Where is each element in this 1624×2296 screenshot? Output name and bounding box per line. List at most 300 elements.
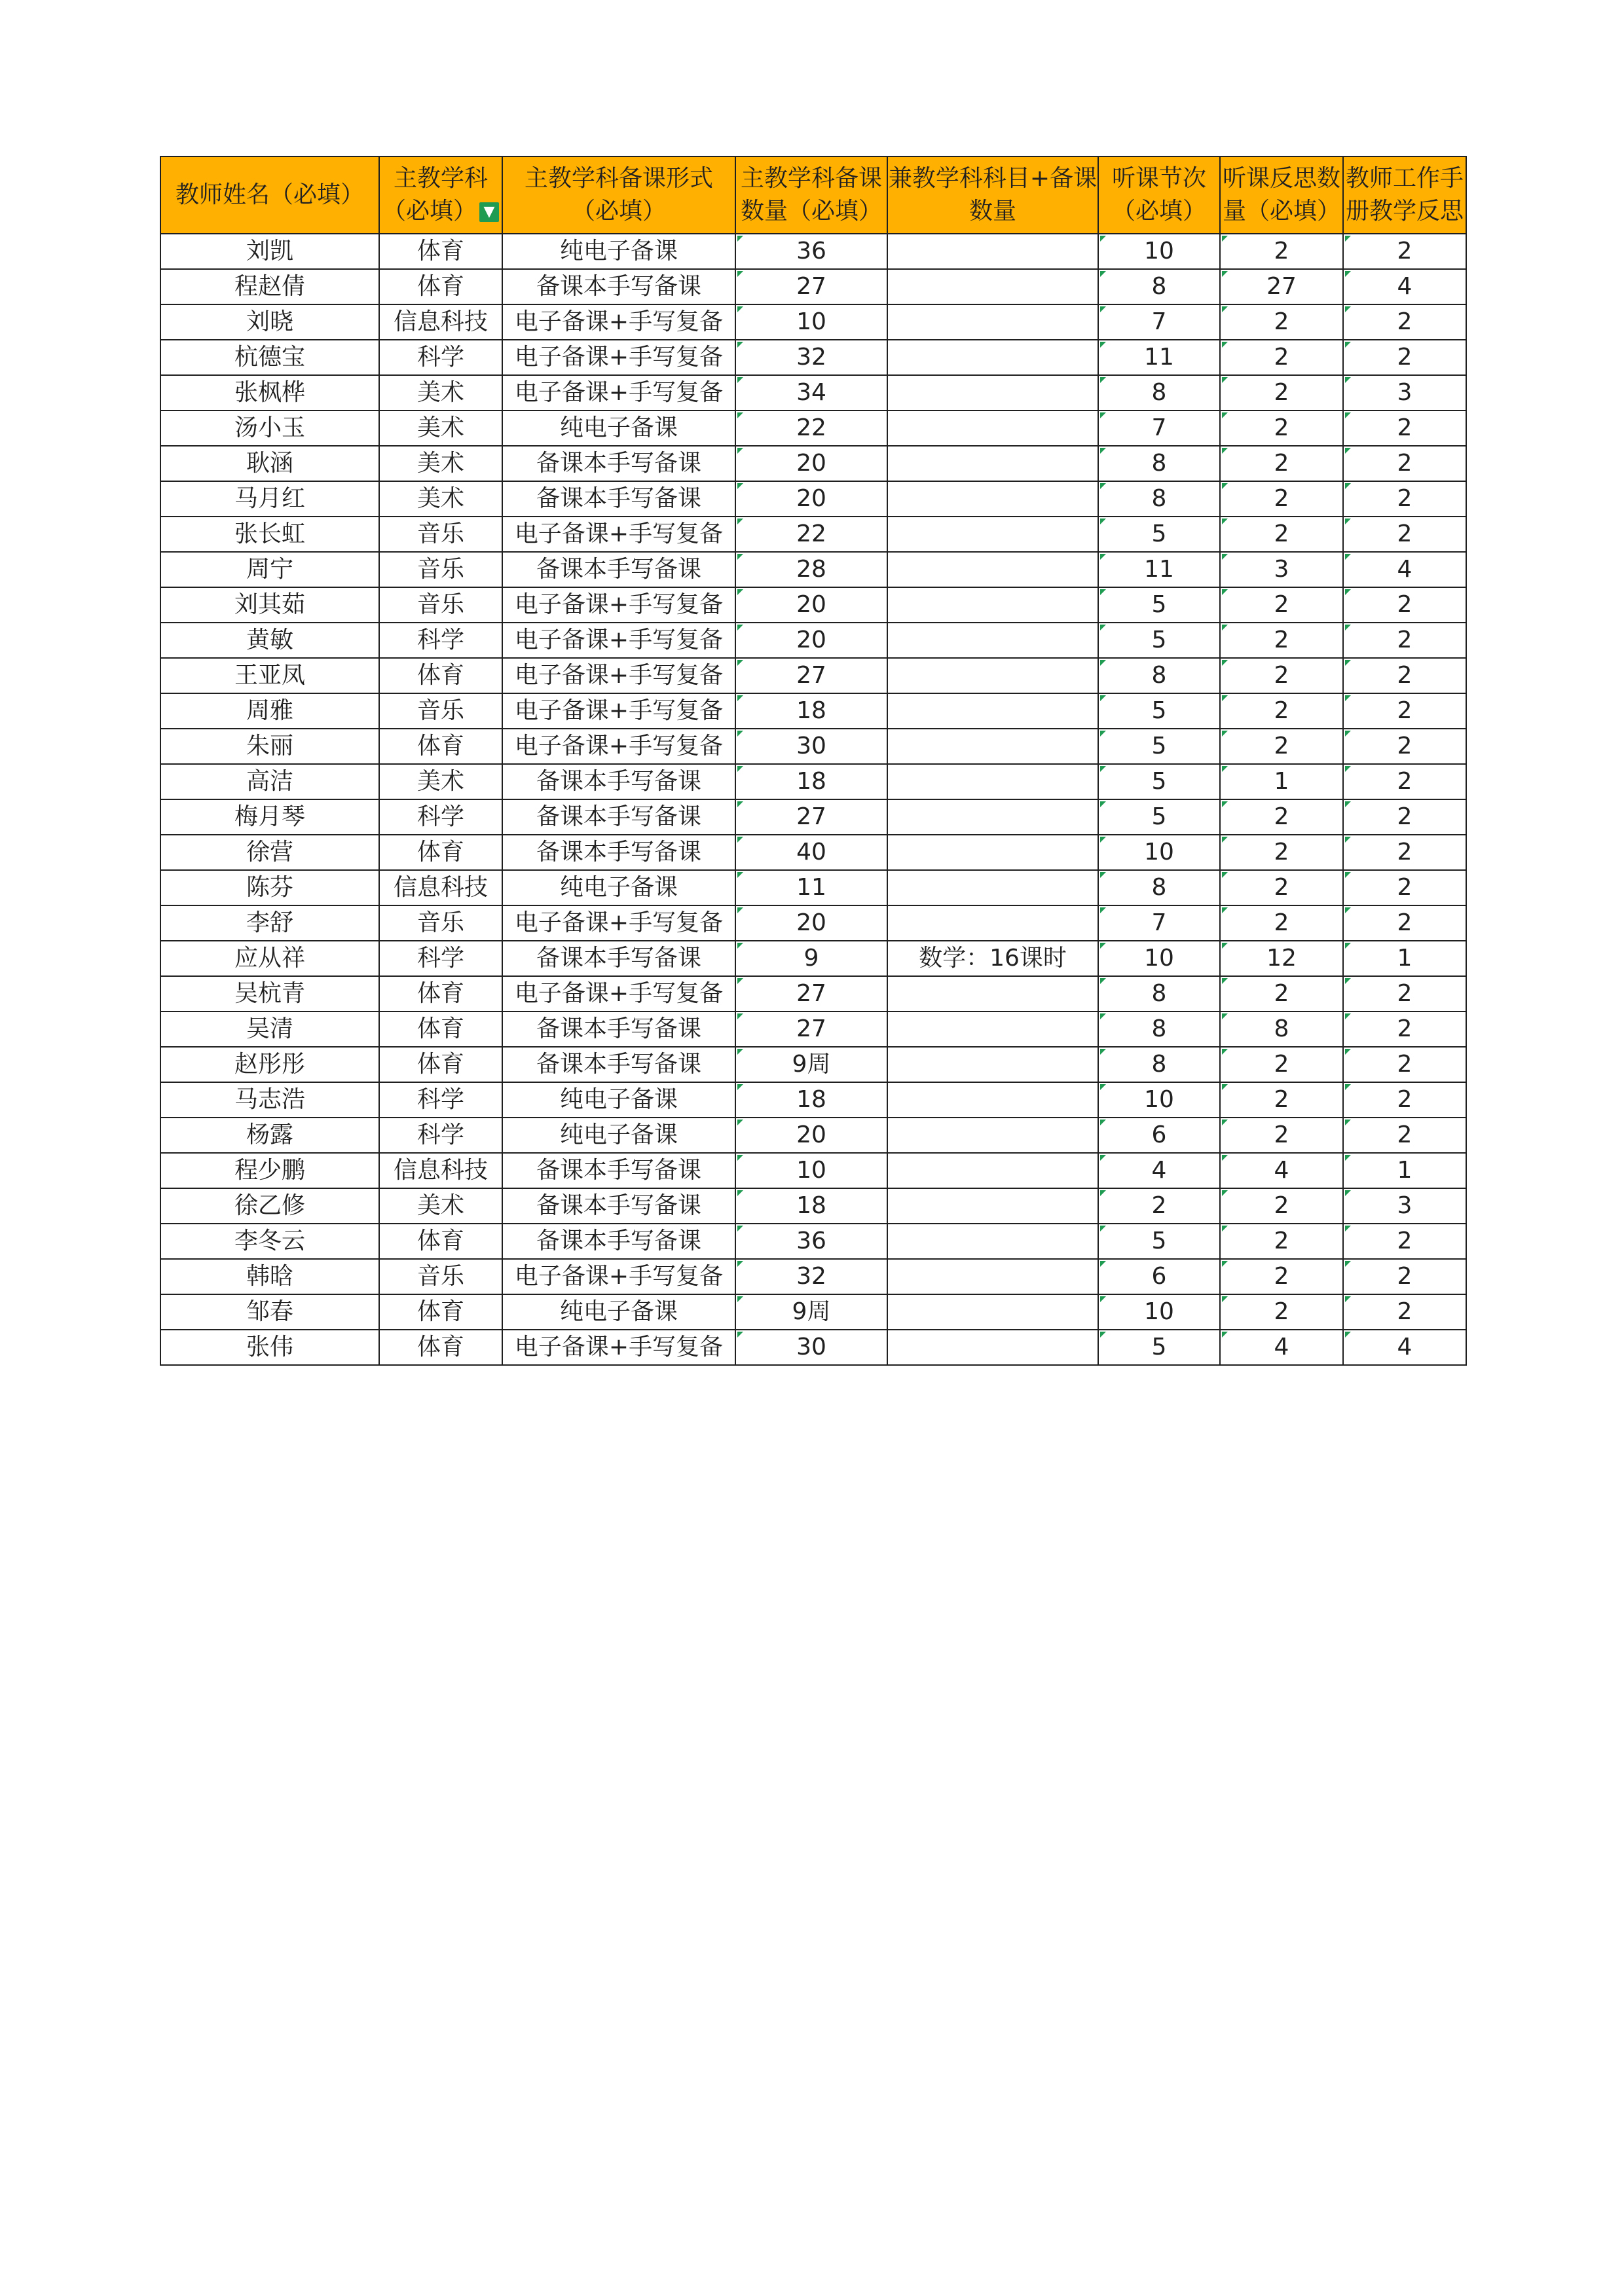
observed-lessons-cell[interactable]: 10 bbox=[1098, 1294, 1220, 1330]
table-row bbox=[160, 1330, 1466, 1365]
main-subject-cell[interactable]: 体育 bbox=[379, 1011, 502, 1047]
prep-count-cell[interactable]: 20 bbox=[735, 905, 887, 941]
observed-lessons-cell[interactable]: 7 bbox=[1098, 410, 1220, 446]
observation-reflections-cell[interactable]: 2 bbox=[1220, 375, 1343, 410]
handbook-reflections-cell[interactable]: 2 bbox=[1343, 1224, 1466, 1259]
observation-reflections-cell[interactable]: 1 bbox=[1220, 764, 1343, 799]
handbook-reflections-cell[interactable]: 2 bbox=[1343, 799, 1466, 835]
prep-form-cell[interactable]: 备课本手写备课 bbox=[502, 552, 735, 587]
handbook-reflections-cell[interactable]: 3 bbox=[1343, 375, 1466, 410]
handbook-reflections-cell[interactable]: 2 bbox=[1343, 658, 1466, 693]
main-subject-cell[interactable]: 科学 bbox=[379, 799, 502, 835]
prep-form-cell[interactable]: 电子备课+手写复备 bbox=[502, 693, 735, 729]
header-observation-reflections-line2: 量（必填） bbox=[1222, 198, 1340, 225]
prep-count-cell[interactable]: 9 bbox=[735, 941, 887, 976]
table-body bbox=[160, 234, 1466, 1365]
main-subject-cell[interactable]: 信息科技 bbox=[379, 870, 502, 905]
handbook-reflections-cell[interactable]: 2 bbox=[1343, 870, 1466, 905]
prep-form-cell[interactable]: 备课本手写备课 bbox=[502, 446, 735, 481]
prep-count-cell[interactable]: 11 bbox=[735, 870, 887, 905]
prep-count-cell[interactable]: 30 bbox=[735, 1330, 887, 1365]
main-subject-cell[interactable]: 音乐 bbox=[379, 905, 502, 941]
observation-reflections-cell[interactable]: 2 bbox=[1220, 729, 1343, 764]
prep-count-cell[interactable]: 27 bbox=[735, 799, 887, 835]
table-row bbox=[160, 764, 1466, 799]
handbook-reflections-cell[interactable]: 2 bbox=[1343, 410, 1466, 446]
observation-reflections-cell[interactable]: 2 bbox=[1220, 1118, 1343, 1153]
prep-count-cell[interactable]: 20 bbox=[735, 587, 887, 623]
secondary-subject-cell[interactable] bbox=[887, 764, 1098, 799]
table-row bbox=[160, 1082, 1466, 1118]
header-observed-lessons-line1: 听课节次 bbox=[1111, 165, 1206, 192]
teacher-name-cell[interactable]: 陈芬 bbox=[160, 870, 379, 905]
table-row bbox=[160, 623, 1466, 658]
prep-count-cell[interactable]: 22 bbox=[735, 517, 887, 552]
observed-lessons-cell[interactable]: 8 bbox=[1098, 870, 1220, 905]
prep-form-cell[interactable]: 备课本手写备课 bbox=[502, 764, 735, 799]
observed-lessons-cell[interactable]: 5 bbox=[1098, 693, 1220, 729]
observation-reflections-cell[interactable]: 2 bbox=[1220, 304, 1343, 340]
handbook-reflections-cell[interactable]: 2 bbox=[1343, 729, 1466, 764]
prep-count-cell[interactable]: 34 bbox=[735, 375, 887, 410]
secondary-subject-cell[interactable] bbox=[887, 410, 1098, 446]
header-main-subject bbox=[379, 156, 502, 234]
handbook-reflections-cell[interactable]: 2 bbox=[1343, 835, 1466, 870]
prep-form-cell[interactable]: 纯电子备课 bbox=[502, 234, 735, 269]
prep-form-cell[interactable]: 电子备课+手写复备 bbox=[502, 587, 735, 623]
observation-reflections-cell[interactable]: 2 bbox=[1220, 693, 1343, 729]
teacher-name-cell[interactable]: 王亚凤 bbox=[160, 658, 379, 693]
observation-reflections-cell[interactable]: 2 bbox=[1220, 976, 1343, 1011]
observed-lessons-cell[interactable]: 5 bbox=[1098, 587, 1220, 623]
prep-count-cell[interactable]: 30 bbox=[735, 729, 887, 764]
observation-reflections-cell[interactable]: 2 bbox=[1220, 623, 1343, 658]
observed-lessons-cell[interactable]: 8 bbox=[1098, 1011, 1220, 1047]
secondary-subject-cell[interactable] bbox=[887, 1330, 1098, 1365]
secondary-subject-cell[interactable] bbox=[887, 304, 1098, 340]
observed-lessons-cell[interactable]: 7 bbox=[1098, 304, 1220, 340]
header-main-subject-line2: （必填） bbox=[382, 198, 477, 225]
prep-count-cell[interactable]: 20 bbox=[735, 446, 887, 481]
header-main-subject-line1: 主教学科 bbox=[393, 165, 488, 192]
observed-lessons-cell[interactable]: 5 bbox=[1098, 1330, 1220, 1365]
prep-form-cell[interactable]: 电子备课+手写复备 bbox=[502, 517, 735, 552]
prep-count-cell[interactable]: 27 bbox=[735, 1011, 887, 1047]
header-main-subject-line2-wrap bbox=[380, 195, 502, 228]
teacher-name-cell[interactable]: 周宁 bbox=[160, 552, 379, 587]
prep-count-cell[interactable]: 40 bbox=[735, 835, 887, 870]
observed-lessons-cell[interactable]: 5 bbox=[1098, 1224, 1220, 1259]
secondary-subject-cell[interactable] bbox=[887, 234, 1098, 269]
table-row bbox=[160, 1294, 1466, 1330]
observation-reflections-cell[interactable]: 2 bbox=[1220, 587, 1343, 623]
teacher-name-cell[interactable]: 赵彤彤 bbox=[160, 1047, 379, 1082]
teacher-name-cell[interactable]: 张伟 bbox=[160, 1330, 379, 1365]
main-subject-cell[interactable]: 信息科技 bbox=[379, 304, 502, 340]
prep-count-cell[interactable]: 36 bbox=[735, 234, 887, 269]
secondary-subject-cell[interactable] bbox=[887, 799, 1098, 835]
prep-count-cell[interactable]: 27 bbox=[735, 269, 887, 304]
main-subject-cell[interactable]: 体育 bbox=[379, 269, 502, 304]
handbook-reflections-cell[interactable]: 2 bbox=[1343, 623, 1466, 658]
secondary-subject-cell[interactable] bbox=[887, 1047, 1098, 1082]
teacher-name-cell[interactable]: 李冬云 bbox=[160, 1224, 379, 1259]
table-row bbox=[160, 870, 1466, 905]
teacher-name-cell[interactable]: 邹春 bbox=[160, 1294, 379, 1330]
main-subject-cell[interactable]: 美术 bbox=[379, 481, 502, 517]
teacher-name-cell[interactable]: 程少鹏 bbox=[160, 1153, 379, 1188]
table-row bbox=[160, 269, 1466, 304]
prep-count-cell[interactable]: 18 bbox=[735, 1082, 887, 1118]
table-row bbox=[160, 1153, 1466, 1188]
observed-lessons-cell[interactable]: 5 bbox=[1098, 764, 1220, 799]
handbook-reflections-cell[interactable]: 2 bbox=[1343, 764, 1466, 799]
observation-reflections-cell[interactable]: 2 bbox=[1220, 1224, 1343, 1259]
handbook-reflections-cell[interactable]: 2 bbox=[1343, 905, 1466, 941]
prep-count-cell[interactable]: 18 bbox=[735, 1188, 887, 1224]
observation-reflections-cell[interactable]: 2 bbox=[1220, 340, 1343, 375]
prep-form-cell[interactable]: 电子备课+手写复备 bbox=[502, 1259, 735, 1294]
teacher-name-cell[interactable]: 李舒 bbox=[160, 905, 379, 941]
prep-form-cell[interactable]: 备课本手写备课 bbox=[502, 799, 735, 835]
table-row bbox=[160, 304, 1466, 340]
handbook-reflections-cell[interactable]: 2 bbox=[1343, 517, 1466, 552]
main-subject-cell[interactable]: 科学 bbox=[379, 340, 502, 375]
header-handbook-reflections-line1: 教师工作手 bbox=[1345, 165, 1464, 192]
prep-count-cell[interactable]: 28 bbox=[735, 552, 887, 587]
prep-form-cell[interactable]: 电子备课+手写复备 bbox=[502, 304, 735, 340]
prep-count-cell[interactable]: 27 bbox=[735, 658, 887, 693]
observed-lessons-cell[interactable]: 11 bbox=[1098, 552, 1220, 587]
observed-lessons-cell[interactable]: 11 bbox=[1098, 340, 1220, 375]
handbook-reflections-cell[interactable]: 2 bbox=[1343, 446, 1466, 481]
main-subject-cell[interactable]: 音乐 bbox=[379, 693, 502, 729]
secondary-subject-cell[interactable] bbox=[887, 1294, 1098, 1330]
observation-reflections-cell[interactable]: 8 bbox=[1220, 1011, 1343, 1047]
observation-reflections-cell[interactable]: 2 bbox=[1220, 1294, 1343, 1330]
table-row bbox=[160, 552, 1466, 587]
main-subject-cell[interactable]: 体育 bbox=[379, 976, 502, 1011]
secondary-subject-cell[interactable] bbox=[887, 1153, 1098, 1188]
secondary-subject-cell[interactable] bbox=[887, 481, 1098, 517]
prep-form-cell[interactable]: 电子备课+手写复备 bbox=[502, 340, 735, 375]
secondary-subject-cell[interactable] bbox=[887, 623, 1098, 658]
prep-count-cell[interactable]: 18 bbox=[735, 693, 887, 729]
main-subject-cell[interactable]: 体育 bbox=[379, 835, 502, 870]
teacher-name-cell[interactable]: 周雅 bbox=[160, 693, 379, 729]
teacher-name-cell[interactable]: 马志浩 bbox=[160, 1082, 379, 1118]
prep-form-cell[interactable]: 电子备课+手写复备 bbox=[502, 658, 735, 693]
main-subject-cell[interactable]: 信息科技 bbox=[379, 1153, 502, 1188]
teacher-name-cell[interactable]: 马月红 bbox=[160, 481, 379, 517]
teacher-name-cell[interactable]: 张枫桦 bbox=[160, 375, 379, 410]
prep-form-cell[interactable]: 电子备课+手写复备 bbox=[502, 729, 735, 764]
teacher-name-cell[interactable]: 黄敏 bbox=[160, 623, 379, 658]
main-subject-cell[interactable]: 音乐 bbox=[379, 517, 502, 552]
prep-form-cell[interactable]: 电子备课+手写复备 bbox=[502, 623, 735, 658]
main-subject-cell[interactable]: 音乐 bbox=[379, 552, 502, 587]
table-row bbox=[160, 375, 1466, 410]
secondary-subject-cell[interactable] bbox=[887, 835, 1098, 870]
table-row bbox=[160, 234, 1466, 269]
handbook-reflections-cell[interactable]: 2 bbox=[1343, 587, 1466, 623]
prep-count-cell[interactable]: 10 bbox=[735, 304, 887, 340]
prep-count-cell[interactable]: 36 bbox=[735, 1224, 887, 1259]
header-prep-count bbox=[735, 156, 887, 234]
observed-lessons-cell[interactable]: 8 bbox=[1098, 269, 1220, 304]
main-subject-cell[interactable]: 科学 bbox=[379, 1082, 502, 1118]
observation-reflections-cell[interactable]: 4 bbox=[1220, 1330, 1343, 1365]
teacher-name-cell[interactable]: 杨露 bbox=[160, 1118, 379, 1153]
secondary-subject-cell[interactable] bbox=[887, 1011, 1098, 1047]
observation-reflections-cell[interactable]: 2 bbox=[1220, 446, 1343, 481]
observation-reflections-cell[interactable]: 2 bbox=[1220, 481, 1343, 517]
secondary-subject-cell[interactable] bbox=[887, 1259, 1098, 1294]
observation-reflections-cell[interactable]: 2 bbox=[1220, 1259, 1343, 1294]
observed-lessons-cell[interactable]: 8 bbox=[1098, 658, 1220, 693]
handbook-reflections-cell[interactable]: 2 bbox=[1343, 340, 1466, 375]
teacher-name-cell[interactable]: 程赵倩 bbox=[160, 269, 379, 304]
teacher-name-cell[interactable]: 刘其茹 bbox=[160, 587, 379, 623]
prep-count-cell[interactable]: 20 bbox=[735, 623, 887, 658]
handbook-reflections-cell[interactable]: 2 bbox=[1343, 304, 1466, 340]
observation-reflections-cell[interactable]: 2 bbox=[1220, 870, 1343, 905]
prep-form-cell[interactable]: 电子备课+手写复备 bbox=[502, 1330, 735, 1365]
header-row bbox=[160, 156, 1466, 234]
observed-lessons-cell[interactable]: 8 bbox=[1098, 1047, 1220, 1082]
secondary-subject-cell[interactable] bbox=[887, 552, 1098, 587]
handbook-reflections-cell[interactable]: 2 bbox=[1343, 1118, 1466, 1153]
prep-form-cell[interactable]: 纯电子备课 bbox=[502, 1118, 735, 1153]
main-subject-cell[interactable]: 体育 bbox=[379, 234, 502, 269]
prep-count-cell[interactable]: 20 bbox=[735, 1118, 887, 1153]
prep-form-cell[interactable]: 备课本手写备课 bbox=[502, 835, 735, 870]
main-subject-cell[interactable]: 体育 bbox=[379, 1224, 502, 1259]
observation-reflections-cell[interactable]: 4 bbox=[1220, 1153, 1343, 1188]
observation-reflections-cell[interactable]: 2 bbox=[1220, 1047, 1343, 1082]
prep-form-cell[interactable]: 备课本手写备课 bbox=[502, 269, 735, 304]
prep-form-cell[interactable]: 备课本手写备课 bbox=[502, 1188, 735, 1224]
teacher-name-cell[interactable]: 吴清 bbox=[160, 1011, 379, 1047]
main-subject-cell[interactable]: 美术 bbox=[379, 375, 502, 410]
prep-count-cell[interactable]: 27 bbox=[735, 976, 887, 1011]
prep-form-cell[interactable]: 备课本手写备课 bbox=[502, 1153, 735, 1188]
main-subject-cell[interactable]: 美术 bbox=[379, 410, 502, 446]
main-subject-cell[interactable]: 科学 bbox=[379, 941, 502, 976]
observation-reflections-cell[interactable]: 2 bbox=[1220, 905, 1343, 941]
handbook-reflections-cell[interactable]: 2 bbox=[1343, 1011, 1466, 1047]
prep-form-cell[interactable]: 纯电子备课 bbox=[502, 1082, 735, 1118]
observed-lessons-cell[interactable]: 7 bbox=[1098, 905, 1220, 941]
observed-lessons-cell[interactable]: 5 bbox=[1098, 799, 1220, 835]
teacher-name-cell[interactable]: 汤小玉 bbox=[160, 410, 379, 446]
prep-count-cell[interactable]: 10 bbox=[735, 1153, 887, 1188]
observation-reflections-cell[interactable]: 3 bbox=[1220, 552, 1343, 587]
handbook-reflections-cell[interactable]: 1 bbox=[1343, 941, 1466, 976]
observed-lessons-cell[interactable]: 5 bbox=[1098, 729, 1220, 764]
handbook-reflections-cell[interactable]: 1 bbox=[1343, 1153, 1466, 1188]
table-row bbox=[160, 1259, 1466, 1294]
handbook-reflections-cell[interactable]: 2 bbox=[1343, 481, 1466, 517]
handbook-reflections-cell[interactable]: 2 bbox=[1343, 1294, 1466, 1330]
observation-reflections-cell[interactable]: 2 bbox=[1220, 658, 1343, 693]
observed-lessons-cell[interactable]: 6 bbox=[1098, 1259, 1220, 1294]
observed-lessons-cell[interactable]: 4 bbox=[1098, 1153, 1220, 1188]
main-subject-cell[interactable]: 体育 bbox=[379, 1047, 502, 1082]
secondary-subject-cell[interactable] bbox=[887, 1188, 1098, 1224]
secondary-subject-cell[interactable] bbox=[887, 517, 1098, 552]
observed-lessons-cell[interactable]: 2 bbox=[1098, 1188, 1220, 1224]
table-row bbox=[160, 1011, 1466, 1047]
table-row bbox=[160, 410, 1466, 446]
handbook-reflections-cell[interactable]: 4 bbox=[1343, 269, 1466, 304]
handbook-reflections-cell[interactable]: 2 bbox=[1343, 693, 1466, 729]
header-handbook-reflections bbox=[1343, 156, 1466, 234]
prep-count-cell[interactable]: 20 bbox=[735, 481, 887, 517]
observed-lessons-cell[interactable]: 8 bbox=[1098, 481, 1220, 517]
handbook-reflections-cell[interactable]: 2 bbox=[1343, 1047, 1466, 1082]
handbook-reflections-cell[interactable]: 2 bbox=[1343, 234, 1466, 269]
observation-reflections-cell[interactable]: 27 bbox=[1220, 269, 1343, 304]
observation-reflections-cell[interactable]: 2 bbox=[1220, 1188, 1343, 1224]
table-row bbox=[160, 835, 1466, 870]
prep-form-cell[interactable]: 备课本手写备课 bbox=[502, 1011, 735, 1047]
secondary-subject-cell[interactable] bbox=[887, 269, 1098, 304]
handbook-reflections-cell[interactable]: 4 bbox=[1343, 1330, 1466, 1365]
table-row bbox=[160, 941, 1466, 976]
secondary-subject-cell[interactable] bbox=[887, 693, 1098, 729]
observation-reflections-cell[interactable]: 2 bbox=[1220, 799, 1343, 835]
table-row bbox=[160, 446, 1466, 481]
prep-form-cell[interactable]: 纯电子备课 bbox=[502, 1294, 735, 1330]
secondary-subject-cell[interactable] bbox=[887, 658, 1098, 693]
secondary-subject-cell[interactable] bbox=[887, 1224, 1098, 1259]
secondary-subject-cell[interactable]: 数学：16课时 bbox=[887, 941, 1098, 976]
observation-reflections-cell[interactable]: 2 bbox=[1220, 1082, 1343, 1118]
observation-reflections-cell[interactable]: 2 bbox=[1220, 410, 1343, 446]
main-subject-cell[interactable]: 音乐 bbox=[379, 587, 502, 623]
header-secondary-subject-line2: 数量 bbox=[969, 198, 1016, 225]
table-row bbox=[160, 976, 1466, 1011]
main-subject-cell[interactable]: 科学 bbox=[379, 623, 502, 658]
observation-reflections-cell[interactable]: 2 bbox=[1220, 517, 1343, 552]
teacher-name-cell[interactable]: 吴杭青 bbox=[160, 976, 379, 1011]
teacher-name-cell[interactable]: 杭德宝 bbox=[160, 340, 379, 375]
teacher-name-cell[interactable]: 耿涵 bbox=[160, 446, 379, 481]
prep-form-cell[interactable]: 纯电子备课 bbox=[502, 870, 735, 905]
observation-reflections-cell[interactable]: 2 bbox=[1220, 234, 1343, 269]
observed-lessons-cell[interactable]: 8 bbox=[1098, 976, 1220, 1011]
observed-lessons-cell[interactable]: 5 bbox=[1098, 517, 1220, 552]
handbook-reflections-cell[interactable]: 2 bbox=[1343, 1259, 1466, 1294]
prep-form-cell[interactable]: 备课本手写备课 bbox=[502, 1047, 735, 1082]
header-prep-form-line1: 主教学科备课形式 bbox=[524, 165, 713, 192]
teacher-name-cell[interactable]: 徐营 bbox=[160, 835, 379, 870]
teacher-name-cell[interactable]: 梅月琴 bbox=[160, 799, 379, 835]
prep-count-cell[interactable]: 9周 bbox=[735, 1294, 887, 1330]
teacher-name-cell[interactable]: 朱丽 bbox=[160, 729, 379, 764]
handbook-reflections-cell[interactable]: 4 bbox=[1343, 552, 1466, 587]
handbook-reflections-cell[interactable]: 3 bbox=[1343, 1188, 1466, 1224]
observation-reflections-cell[interactable]: 2 bbox=[1220, 835, 1343, 870]
main-subject-cell[interactable]: 体育 bbox=[379, 658, 502, 693]
teacher-name-cell[interactable]: 韩晗 bbox=[160, 1259, 379, 1294]
main-subject-cell[interactable]: 音乐 bbox=[379, 1259, 502, 1294]
observed-lessons-cell[interactable]: 10 bbox=[1098, 941, 1220, 976]
teacher-name-cell[interactable]: 徐乙修 bbox=[160, 1188, 379, 1224]
prep-count-cell[interactable]: 18 bbox=[735, 764, 887, 799]
table-row bbox=[160, 587, 1466, 623]
prep-count-cell[interactable]: 32 bbox=[735, 340, 887, 375]
table-row bbox=[160, 340, 1466, 375]
prep-count-cell[interactable]: 22 bbox=[735, 410, 887, 446]
secondary-subject-cell[interactable] bbox=[887, 905, 1098, 941]
table-row bbox=[160, 517, 1466, 552]
teacher-table bbox=[160, 156, 1467, 1366]
observation-reflections-cell[interactable]: 12 bbox=[1220, 941, 1343, 976]
observed-lessons-cell[interactable]: 6 bbox=[1098, 1118, 1220, 1153]
header-teacher-name bbox=[160, 156, 379, 234]
secondary-subject-cell[interactable] bbox=[887, 587, 1098, 623]
observed-lessons-cell[interactable]: 8 bbox=[1098, 375, 1220, 410]
teacher-table-sheet bbox=[160, 156, 1467, 1366]
secondary-subject-cell[interactable] bbox=[887, 976, 1098, 1011]
header-secondary-subject bbox=[887, 156, 1098, 234]
prep-form-cell[interactable]: 纯电子备课 bbox=[502, 410, 735, 446]
header-prep-form bbox=[502, 156, 735, 234]
table-row bbox=[160, 1224, 1466, 1259]
main-subject-cell[interactable]: 体育 bbox=[379, 1294, 502, 1330]
main-subject-cell[interactable]: 美术 bbox=[379, 446, 502, 481]
prep-count-cell[interactable]: 9周 bbox=[735, 1047, 887, 1082]
observed-lessons-cell[interactable]: 10 bbox=[1098, 234, 1220, 269]
secondary-subject-cell[interactable] bbox=[887, 870, 1098, 905]
header-prep-count-line2: 数量（必填） bbox=[740, 198, 882, 225]
teacher-name-cell[interactable]: 刘晓 bbox=[160, 304, 379, 340]
prep-form-cell[interactable]: 电子备课+手写复备 bbox=[502, 976, 735, 1011]
secondary-subject-cell[interactable] bbox=[887, 1082, 1098, 1118]
main-subject-cell[interactable]: 体育 bbox=[379, 729, 502, 764]
secondary-subject-cell[interactable] bbox=[887, 375, 1098, 410]
teacher-name-cell[interactable]: 高洁 bbox=[160, 764, 379, 799]
filter-icon[interactable]: ▼ bbox=[479, 202, 499, 222]
handbook-reflections-cell[interactable]: 2 bbox=[1343, 1082, 1466, 1118]
handbook-reflections-cell[interactable]: 2 bbox=[1343, 976, 1466, 1011]
observed-lessons-cell[interactable]: 8 bbox=[1098, 446, 1220, 481]
main-subject-cell[interactable]: 科学 bbox=[379, 1118, 502, 1153]
prep-form-cell[interactable]: 备课本手写备课 bbox=[502, 1224, 735, 1259]
teacher-name-cell[interactable]: 刘凯 bbox=[160, 234, 379, 269]
header-observed-lessons bbox=[1098, 156, 1220, 234]
prep-form-cell[interactable]: 电子备课+手写复备 bbox=[502, 375, 735, 410]
prep-form-cell[interactable]: 备课本手写备课 bbox=[502, 941, 735, 976]
observed-lessons-cell[interactable]: 5 bbox=[1098, 623, 1220, 658]
observed-lessons-cell[interactable]: 10 bbox=[1098, 1082, 1220, 1118]
main-subject-cell[interactable]: 体育 bbox=[379, 1330, 502, 1365]
observed-lessons-cell[interactable]: 10 bbox=[1098, 835, 1220, 870]
prep-form-cell[interactable]: 电子备课+手写复备 bbox=[502, 905, 735, 941]
secondary-subject-cell[interactable] bbox=[887, 1118, 1098, 1153]
main-subject-cell[interactable]: 美术 bbox=[379, 1188, 502, 1224]
secondary-subject-cell[interactable] bbox=[887, 729, 1098, 764]
prep-form-cell[interactable]: 备课本手写备课 bbox=[502, 481, 735, 517]
secondary-subject-cell[interactable] bbox=[887, 340, 1098, 375]
secondary-subject-cell[interactable] bbox=[887, 446, 1098, 481]
teacher-name-cell[interactable]: 张长虹 bbox=[160, 517, 379, 552]
main-subject-cell[interactable]: 美术 bbox=[379, 764, 502, 799]
teacher-name-cell[interactable]: 应从祥 bbox=[160, 941, 379, 976]
prep-count-cell[interactable]: 32 bbox=[735, 1259, 887, 1294]
